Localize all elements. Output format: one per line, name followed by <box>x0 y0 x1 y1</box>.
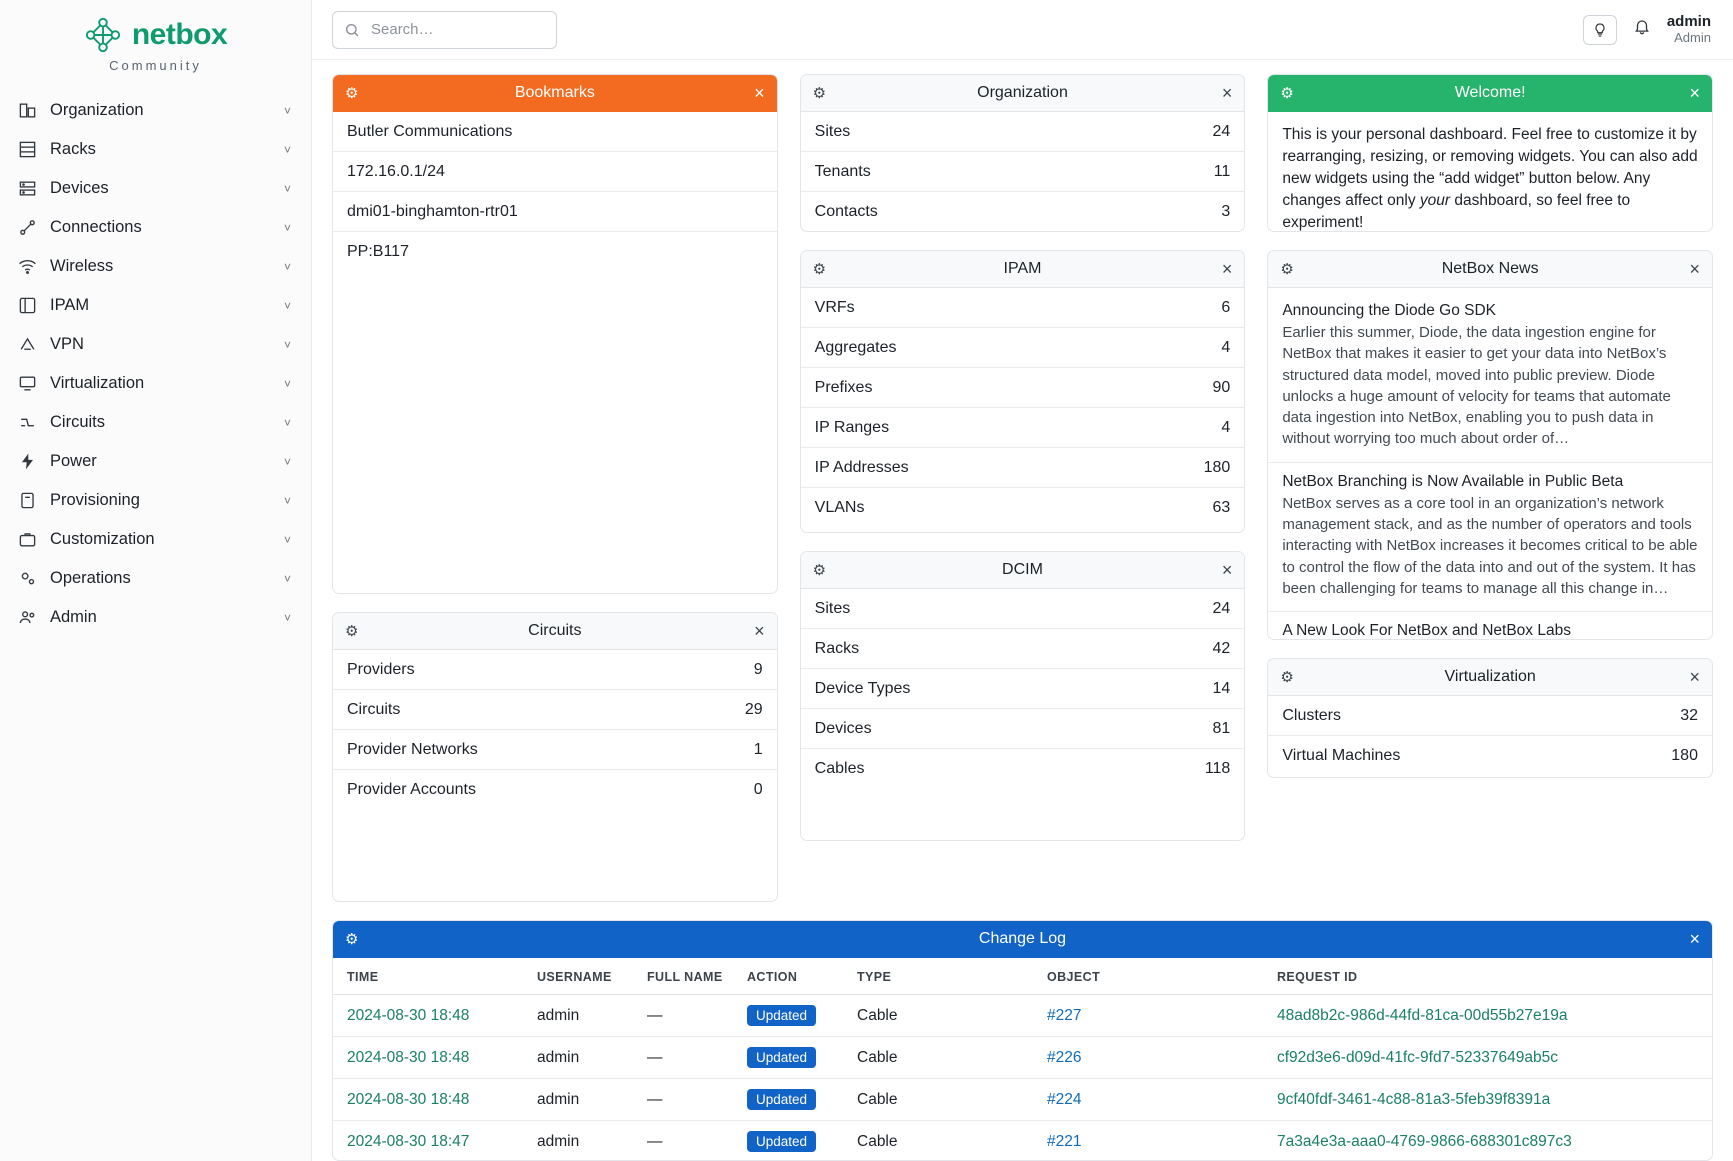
dashboard-column-1 <box>332 74 778 902</box>
status-badge: Updated <box>747 1089 816 1110</box>
stat-value: 118 <box>1204 760 1231 777</box>
news-item[interactable] <box>1268 612 1712 640</box>
widget-title: DCIM <box>1002 561 1043 578</box>
monitor-icon <box>18 374 44 393</box>
close-icon[interactable]: × <box>1221 259 1233 279</box>
briefcase-icon <box>18 530 44 549</box>
changelog-object-link[interactable]: #224 <box>1047 1090 1082 1108</box>
list-item[interactable] <box>801 368 1245 408</box>
sidebar-item-label: Customization <box>50 530 155 548</box>
changelog-fullname: — <box>633 1079 733 1121</box>
bookmark-label: 172.16.0.1/24 <box>347 162 445 180</box>
list-item[interactable] <box>801 709 1245 749</box>
welcome-emphasis: your <box>1419 192 1451 209</box>
sidebar-nav <box>0 91 311 637</box>
widget-title: Virtualization <box>1444 668 1536 685</box>
notifications-button[interactable] <box>1633 18 1651 41</box>
widget-header <box>1268 251 1712 288</box>
stat-value: 81 <box>1212 719 1231 737</box>
stat-label: Prefixes <box>814 378 873 396</box>
gear-icon[interactable]: ⚙ <box>1280 668 1294 686</box>
sidebar-item-label: VPN <box>50 335 84 353</box>
widget-body <box>1268 696 1712 777</box>
news-title: A New Look For NetBox and NetBox Labs <box>1282 622 1571 640</box>
sidebar-item-label: Racks <box>50 140 96 158</box>
ip-icon <box>18 296 44 315</box>
widget-ipam <box>800 250 1246 533</box>
stat-value: 9 <box>753 660 763 678</box>
close-icon[interactable]: × <box>754 83 765 103</box>
status-badge: Updated <box>747 1005 816 1026</box>
column-header-action[interactable]: ACTION <box>733 958 843 995</box>
news-title: Announcing the Diode Go SDK <box>1282 302 1497 319</box>
user-name: admin <box>1666 13 1711 31</box>
close-icon[interactable]: × <box>754 621 765 641</box>
column-header-object[interactable]: OBJECT <box>1033 958 1263 995</box>
list-item[interactable] <box>333 690 777 730</box>
stat-label: Tenants <box>814 162 871 180</box>
close-icon[interactable]: × <box>1689 83 1700 103</box>
list-item[interactable] <box>801 408 1245 448</box>
gear-icon[interactable]: ⚙ <box>345 930 359 948</box>
widget-dcim <box>800 551 1246 841</box>
changelog-type: Cable <box>843 995 1033 1037</box>
widget-title: Bookmarks <box>514 84 595 101</box>
sidebar-item-label: Power <box>50 452 97 470</box>
stat-label: Devices <box>814 719 872 737</box>
stat-value: 1 <box>753 740 763 758</box>
changelog-object-link[interactable]: #227 <box>1047 1006 1082 1024</box>
sidebar-item-vpn[interactable] <box>0 325 311 364</box>
list-item[interactable] <box>801 629 1245 669</box>
chevron-down-icon: ˅ <box>283 415 291 430</box>
column-header-fullname[interactable]: FULL NAME <box>633 958 733 995</box>
list-item[interactable] <box>333 770 777 810</box>
widget-header <box>801 552 1245 589</box>
brand-subtitle: Community <box>109 58 202 73</box>
list-item[interactable] <box>801 288 1245 328</box>
changelog-username: admin <box>523 1121 633 1161</box>
changelog-request-id-link[interactable]: 48ad8b2c-986d-44fd-81ca-00d55b27e19a <box>1277 1006 1568 1024</box>
top-bar <box>312 0 1733 60</box>
stat-value: 4 <box>1221 338 1231 356</box>
widget-virtualization <box>1267 658 1713 778</box>
widget-header <box>333 613 777 650</box>
list-item[interactable] <box>801 192 1245 232</box>
table-row[interactable] <box>333 995 1712 1037</box>
brand-name: netbox <box>131 18 228 51</box>
table-header-row <box>333 958 1712 995</box>
widget-header <box>333 921 1712 958</box>
column-header-type[interactable]: TYPE <box>843 958 1033 995</box>
list-item[interactable] <box>801 749 1245 789</box>
changelog-time-link[interactable]: 2024-08-30 18:47 <box>347 1132 470 1150</box>
search-icon <box>344 22 360 38</box>
welcome-text-before: This is your personal dashboard. Feel free to customize it by rearranging, resizing, or removing widgets. You can also add new widgets using the “add widget” button below. Any changes affect only <box>1282 126 1698 209</box>
table-row[interactable] <box>333 1121 1712 1161</box>
sidebar-item-customization[interactable] <box>0 520 311 559</box>
top-bar-actions <box>1583 13 1711 45</box>
sidebar-item-provisioning[interactable] <box>0 481 311 520</box>
chevron-down-icon: ˅ <box>283 220 291 235</box>
chevron-down-icon: ˅ <box>283 103 291 118</box>
widget-body <box>801 589 1245 840</box>
column-header-username[interactable]: USERNAME <box>523 958 633 995</box>
widget-organization <box>800 74 1246 232</box>
stat-label: Provider Networks <box>347 740 478 758</box>
bookmark-label: dmi01-binghamton-rtr01 <box>347 202 518 220</box>
changelog-username: admin <box>523 995 633 1037</box>
widget-title: Organization <box>977 84 1068 101</box>
power-icon <box>18 452 44 471</box>
dashboard-column-2 <box>800 74 1246 902</box>
stat-label: Device Types <box>814 679 911 697</box>
changelog-object-link[interactable]: #221 <box>1047 1132 1082 1150</box>
gear-icon[interactable]: ⚙ <box>812 84 827 102</box>
bookmark-label: Butler Communications <box>347 122 513 140</box>
stat-value: 90 <box>1212 378 1231 396</box>
stat-label: Virtual Machines <box>1282 747 1401 764</box>
table-row[interactable] <box>333 1079 1712 1121</box>
changelog-request-id-link[interactable]: 7a3a4e3a-aaa0-4769-9866-688301c897c3 <box>1277 1132 1572 1150</box>
changelog-object-link[interactable]: #226 <box>1047 1048 1082 1066</box>
changelog-username: admin <box>523 1037 633 1079</box>
gear-icon[interactable]: ⚙ <box>812 260 827 278</box>
sidebar-item-organization[interactable] <box>0 91 311 130</box>
stat-value: 63 <box>1212 499 1231 516</box>
chevron-down-icon: ˅ <box>283 142 291 157</box>
chevron-down-icon: ˅ <box>283 610 291 625</box>
changelog-fullname: — <box>633 1121 733 1161</box>
widget-title: Welcome! <box>1454 84 1526 101</box>
gear-icon[interactable]: ⚙ <box>345 84 359 102</box>
widget-header <box>801 75 1245 112</box>
changelog-request-id-link[interactable]: cf92d3e6-d09d-41fc-9fd7-52337649ab5c <box>1277 1048 1558 1066</box>
sidebar-item-racks[interactable] <box>0 130 311 169</box>
vpn-icon <box>18 335 44 354</box>
stat-label: Aggregates <box>814 338 897 356</box>
stat-label: IP Ranges <box>814 418 890 436</box>
list-item[interactable] <box>333 112 777 152</box>
netbox-logo-icon <box>84 16 122 54</box>
user-menu[interactable] <box>1667 13 1711 45</box>
stat-value: 3 <box>1221 203 1231 220</box>
list-item[interactable] <box>801 488 1245 528</box>
changelog-table <box>333 958 1712 1161</box>
gear-icon[interactable]: ⚙ <box>1280 84 1294 102</box>
chevron-down-icon: ˅ <box>283 337 291 352</box>
widget-header <box>801 251 1245 288</box>
stat-value: 32 <box>1680 706 1698 724</box>
list-item[interactable] <box>801 448 1245 488</box>
close-icon[interactable]: × <box>1689 259 1700 279</box>
welcome-text <box>1268 112 1712 232</box>
changelog-time-link[interactable]: 2024-08-30 18:48 <box>347 1090 470 1108</box>
status-badge: Updated <box>747 1131 816 1152</box>
sidebar-item-devices[interactable] <box>0 169 311 208</box>
news-summary: NetBox serves as a core tool in an organization’s network management stack, and as the number of operators and tools interacting with NetBox increases it becomes critical to be able to control the flow of the data into and out of the system. It has been challenging for teams to manage all this change in… <box>1282 494 1698 597</box>
changelog-time-link[interactable]: 2024-08-30 18:48 <box>347 1006 470 1024</box>
chevron-down-icon: ˅ <box>283 259 291 274</box>
sidebar-item-label: Provisioning <box>50 491 140 509</box>
changelog-fullname: — <box>633 1037 733 1079</box>
sidebar-item-operations[interactable] <box>0 559 311 598</box>
stat-label: Sites <box>814 599 851 617</box>
changelog-fullname: — <box>633 995 733 1037</box>
sidebar-item-virtualization[interactable] <box>0 364 311 403</box>
status-badge: Updated <box>747 1047 816 1068</box>
domain-icon <box>18 101 44 120</box>
widget-circuits <box>332 612 778 902</box>
stat-value: 180 <box>1203 458 1231 476</box>
stat-value: 42 <box>1212 639 1231 657</box>
widget-title: Change Log <box>978 930 1067 947</box>
sidebar <box>0 0 312 1161</box>
theme-toggle-button[interactable] <box>1583 15 1617 45</box>
list-item[interactable] <box>801 328 1245 368</box>
sidebar-item-label: Virtualization <box>50 374 145 392</box>
server-icon <box>18 179 44 198</box>
list-item[interactable] <box>333 232 777 272</box>
sidebar-item-label: Circuits <box>50 413 106 431</box>
stat-value: 0 <box>753 781 763 798</box>
widget-welcome <box>1267 74 1713 232</box>
brand-logo[interactable] <box>0 6 311 91</box>
stat-label: Circuits <box>347 700 401 718</box>
close-icon[interactable]: × <box>1221 83 1233 103</box>
connection-icon <box>18 218 44 237</box>
stat-label: Providers <box>347 660 415 678</box>
circuit-icon <box>18 413 44 432</box>
news-item[interactable] <box>1268 463 1712 612</box>
rack-icon <box>18 140 44 159</box>
chevron-down-icon: ˅ <box>283 532 291 547</box>
news-summary: Earlier this summer, Diode, the data ingestion engine for NetBox that makes it easier to get your data into NetBox’s structured data model, moved into public preview. Diode unlocks a huge amount of velocity for teams that automate data ingestion into NetBox, enabling you to push data in without worrying too much about order of… <box>1282 324 1671 448</box>
chevron-down-icon: ˅ <box>283 493 291 508</box>
stat-label: Racks <box>814 639 860 657</box>
changelog-type: Cable <box>843 1121 1033 1161</box>
widget-body <box>1268 288 1712 640</box>
widget-body <box>801 112 1245 232</box>
changelog-type: Cable <box>843 1079 1033 1121</box>
users-icon <box>18 608 44 627</box>
sidebar-item-label: Organization <box>50 101 144 119</box>
widget-header <box>1268 659 1712 696</box>
changelog-type: Cable <box>843 1037 1033 1079</box>
column-header-time[interactable]: TIME <box>333 958 523 995</box>
stat-label: VLANs <box>814 499 865 516</box>
sidebar-item-label: Wireless <box>50 257 114 275</box>
sidebar-item-wireless[interactable] <box>0 247 311 286</box>
dashboard-column-3 <box>1267 74 1713 902</box>
sidebar-item-label: IPAM <box>50 296 90 314</box>
chevron-down-icon: ˅ <box>283 571 291 586</box>
stat-label: Sites <box>814 122 851 140</box>
gear-icon[interactable]: ⚙ <box>1280 260 1294 278</box>
widget-body <box>333 650 777 901</box>
gear-icon[interactable]: ⚙ <box>345 622 359 640</box>
stat-label: Cables <box>814 760 865 777</box>
widget-title: IPAM <box>1003 260 1042 277</box>
main-area <box>312 0 1733 1161</box>
close-icon[interactable]: × <box>1221 560 1233 580</box>
news-item[interactable] <box>1268 292 1712 463</box>
close-icon[interactable]: × <box>1689 929 1700 949</box>
widget-netbox-news <box>1267 250 1713 640</box>
user-role: Admin <box>1674 29 1711 45</box>
list-item[interactable] <box>801 152 1245 192</box>
gear-icon[interactable]: ⚙ <box>812 561 827 579</box>
stat-value: 4 <box>1221 418 1231 436</box>
close-icon[interactable]: × <box>1689 667 1700 687</box>
search-input[interactable] <box>369 12 556 48</box>
widget-body <box>333 958 1712 1161</box>
news-title: NetBox Branching is Now Available in Public Beta <box>1282 472 1624 490</box>
clipboard-icon <box>18 491 44 510</box>
stat-value: 24 <box>1212 599 1231 617</box>
welcome-text-after: dashboard, so feel free to experiment! <box>1282 192 1631 231</box>
widget-title: Circuits <box>528 622 582 639</box>
list-item[interactable] <box>333 152 777 192</box>
stat-value: 6 <box>1221 298 1231 316</box>
stat-value: 180 <box>1671 747 1698 764</box>
chevron-down-icon: ˅ <box>283 376 291 391</box>
list-item[interactable] <box>1268 696 1712 736</box>
sidebar-item-connections[interactable] <box>0 208 311 247</box>
stat-label: VRFs <box>814 298 855 316</box>
stat-label: IP Addresses <box>814 458 909 476</box>
widget-header <box>1268 75 1712 112</box>
table-row[interactable] <box>333 1037 1712 1079</box>
lightbulb-icon <box>1592 22 1608 38</box>
widget-title: NetBox News <box>1441 260 1539 277</box>
sidebar-item-label: Admin <box>50 608 97 626</box>
sidebar-item-label: Operations <box>50 569 131 587</box>
sidebar-item-admin[interactable] <box>0 598 311 637</box>
bookmark-label: PP:B117 <box>347 243 409 260</box>
stat-label: Provider Accounts <box>347 781 476 798</box>
stat-value: 11 <box>1213 162 1231 180</box>
bell-icon <box>1633 18 1651 36</box>
changelog-request-id-link[interactable]: 9cf40fdf-3461-4c88-81a3-5feb39f8391a <box>1277 1090 1551 1108</box>
chevron-down-icon: ˅ <box>283 181 291 196</box>
stat-label: Contacts <box>814 203 878 220</box>
stat-value: 14 <box>1212 679 1231 697</box>
wifi-icon <box>18 257 44 276</box>
list-item[interactable] <box>801 589 1245 629</box>
sidebar-item-circuits[interactable] <box>0 403 311 442</box>
widget-body <box>333 112 777 593</box>
list-item[interactable] <box>333 730 777 770</box>
changelog-username: admin <box>523 1079 633 1121</box>
list-item[interactable] <box>1268 736 1712 776</box>
chevron-down-icon: ˅ <box>283 454 291 469</box>
stat-value: 24 <box>1212 122 1231 140</box>
sidebar-item-ipam[interactable] <box>0 286 311 325</box>
column-header-request-id[interactable]: REQUEST ID <box>1263 958 1712 995</box>
sidebar-item-power[interactable] <box>0 442 311 481</box>
widget-header <box>333 75 777 112</box>
widget-bookmarks <box>332 74 778 594</box>
list-item[interactable] <box>333 192 777 232</box>
widget-body <box>801 288 1245 532</box>
cogs-icon <box>18 569 44 588</box>
sidebar-item-label: Devices <box>50 179 109 197</box>
list-item[interactable] <box>801 669 1245 709</box>
search-box[interactable] <box>332 11 557 49</box>
list-item[interactable] <box>333 650 777 690</box>
list-item[interactable] <box>801 112 1245 152</box>
widget-change-log <box>332 920 1713 1161</box>
stat-value: 29 <box>744 700 763 718</box>
stat-label: Clusters <box>1282 706 1342 724</box>
changelog-time-link[interactable]: 2024-08-30 18:48 <box>347 1048 470 1066</box>
dashboard-grid <box>312 60 1733 1161</box>
chevron-down-icon: ˅ <box>283 298 291 313</box>
sidebar-item-label: Connections <box>50 218 142 236</box>
